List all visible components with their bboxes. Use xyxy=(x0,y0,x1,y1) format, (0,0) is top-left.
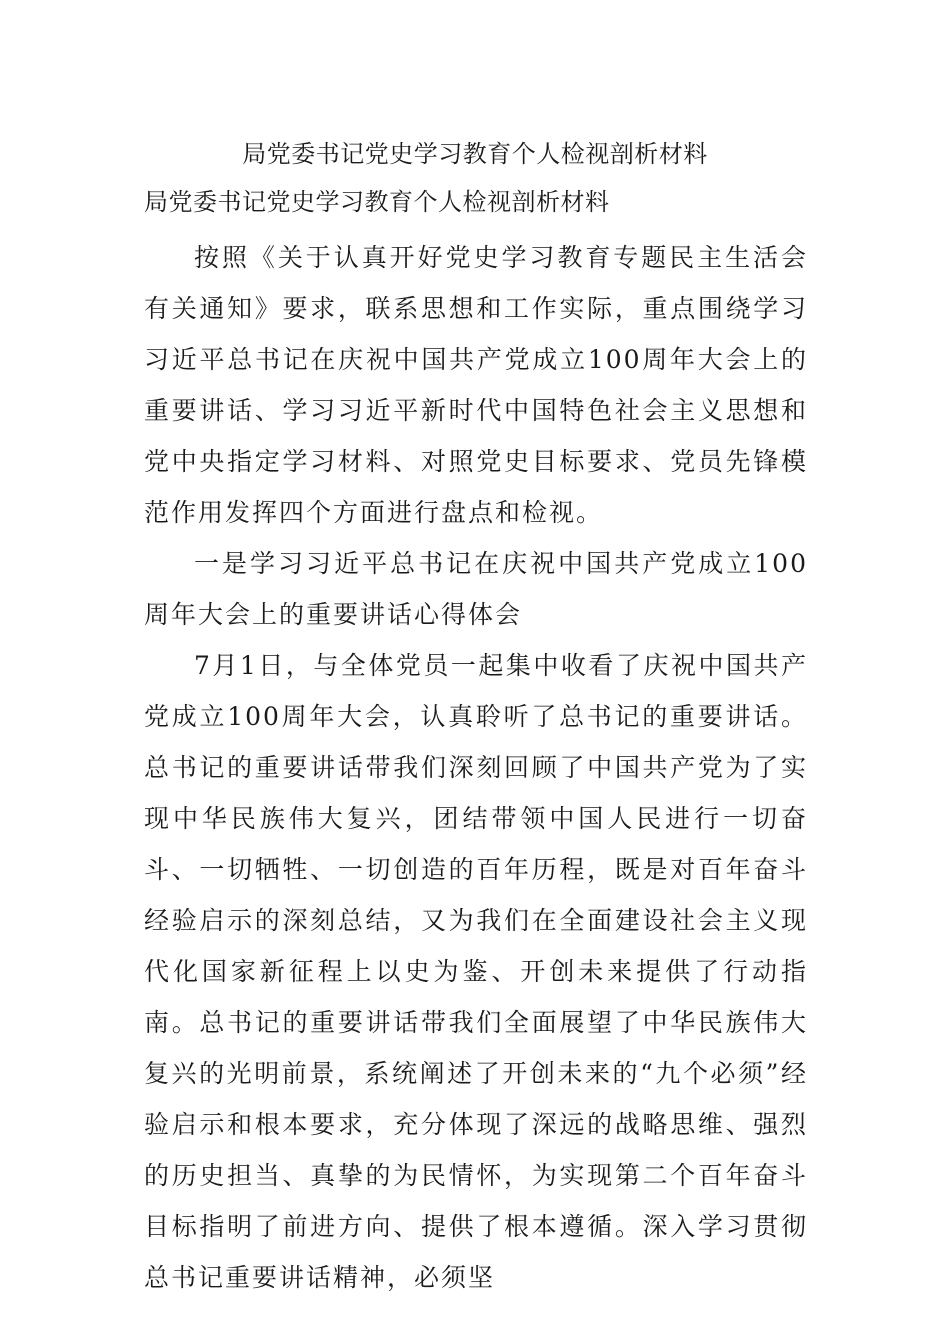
document-title: 局党委书记党史学习教育个人检视剖析材料 xyxy=(242,140,708,168)
paragraph-intro: 按照《关于认真开好党史学习教育专题民主生活会有关通知》要求，联系思想和工作实际，重点围绕学习习近平总书记在庆祝中国共产党成立100周年大会上的重要讲话、学习习近平新时代中国特色社会主义思想和党中央指定学习材料、对照党史目标要求、党员先锋模范作用发挥四个方面进行盘点和检视。 xyxy=(144,243,808,527)
paragraph-body: 7月1日，与全体党员一起集中收看了庆祝中国共产党成立100周年大会，认真聆听了总书记的重要讲话。总书记的重要讲话带我们深刻回顾了中国共产党为了实现中华民族伟大复兴，团结带领中国人民进行一切奋斗、一切牺牲、一切创造的百年历程，既是对百年奋斗经验启示的深刻总结，又为我们在全面建设社会主义现代化国家新征程上以史为鉴、开创未来提供了行动指南。总书记的重要讲话带我们全面展望了中华民族伟大复兴的光明前景，系统阐述了开创未来的“九个必须”经验启示和根本要求，充分体现了深远的战略思维、强烈的历史担当、真挚的为民情怀，为实现第二个百年奋斗目标指明了前进方向、提供了根本遵循。深入学习贯彻总书记重要讲话精神，必须坚 xyxy=(144,651,808,1292)
document-body xyxy=(144,232,808,1303)
paragraph-section-heading: 一是学习习近平总书记在庆祝中国共产党成立100周年大会上的重要讲话心得体会 xyxy=(144,549,808,629)
document-subtitle: 局党委书记党史学习教育个人检视剖析材料 xyxy=(144,188,610,216)
